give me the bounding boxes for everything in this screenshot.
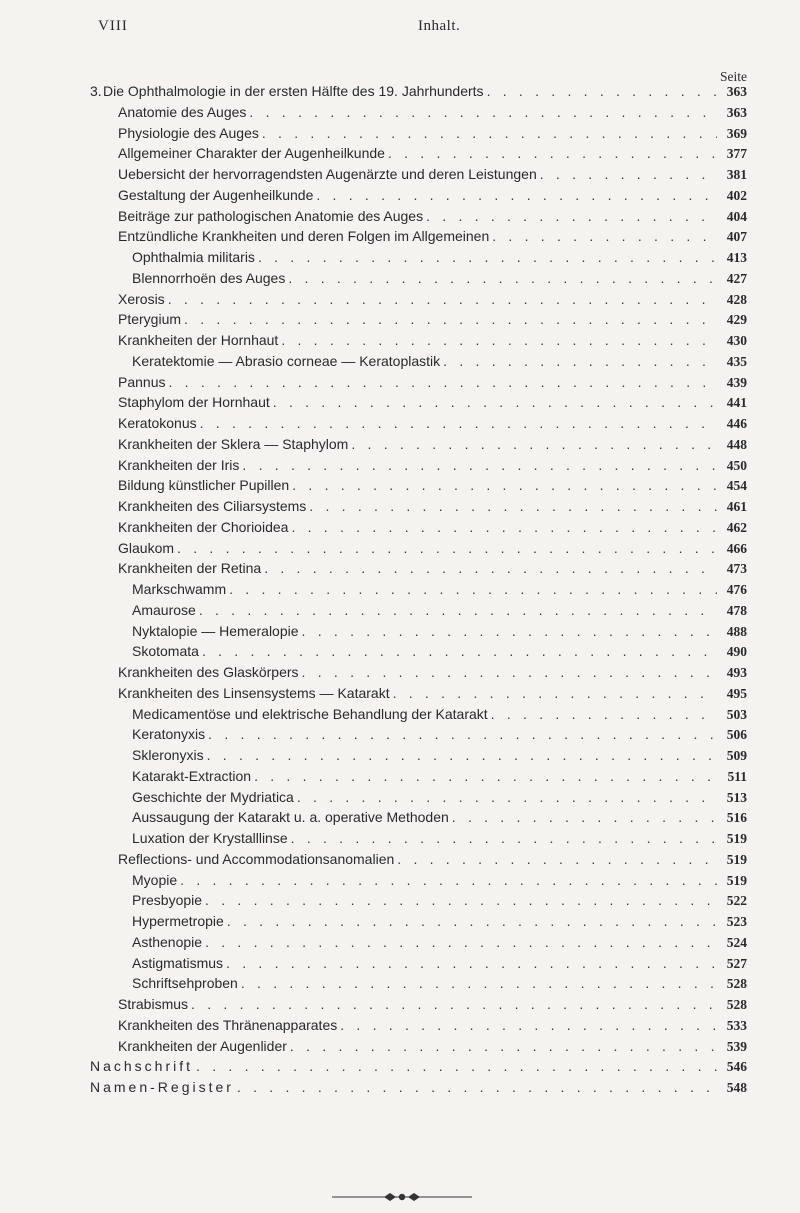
toc-entry-label: Ophthalmia militaris bbox=[132, 249, 255, 265]
toc-entry-line bbox=[118, 164, 747, 186]
toc-entry bbox=[0, 1036, 800, 1057]
toc-entry-label: Astigmatismus bbox=[132, 954, 224, 971]
toc-entry-line bbox=[132, 766, 747, 788]
toc-entry-page: 454 bbox=[726, 478, 747, 494]
toc-entry-page: 435 bbox=[726, 353, 747, 369]
toc-entry-page: 427 bbox=[726, 270, 747, 286]
toc-entry-page: 413 bbox=[726, 250, 747, 265]
dot-leader bbox=[205, 932, 717, 953]
dot-leader bbox=[492, 226, 717, 247]
toc-entry-line bbox=[132, 973, 747, 995]
dot-leader bbox=[491, 704, 717, 725]
toc-entry bbox=[0, 621, 800, 642]
toc-entry-line bbox=[118, 289, 747, 311]
dot-leader bbox=[226, 953, 717, 974]
toc-entry-label: Pannus bbox=[118, 373, 166, 390]
toc-entry bbox=[0, 745, 800, 766]
toc-entry-label: Keratektomie — Abrasio corneae — Keratoplastik bbox=[132, 352, 441, 369]
ornament-divider bbox=[332, 1190, 472, 1204]
toc-entry-line bbox=[132, 641, 747, 663]
toc-entry-line bbox=[132, 268, 747, 290]
toc-entry-page: 441 bbox=[726, 395, 747, 411]
dot-leader bbox=[540, 164, 717, 185]
toc-entry-page: 519 bbox=[726, 872, 747, 888]
dot-leader bbox=[196, 1056, 717, 1077]
toc-entry-label: Xerosis bbox=[118, 290, 165, 307]
toc-entry-line bbox=[132, 247, 747, 269]
toc-entry bbox=[0, 185, 800, 206]
toc-entry-page: 546 bbox=[726, 1059, 747, 1075]
toc-entry-label: Hypermetropie bbox=[132, 913, 224, 929]
toc-entry-page: 466 bbox=[726, 540, 747, 556]
dot-leader bbox=[452, 807, 717, 828]
toc-entry-line bbox=[118, 994, 747, 1016]
toc-entry-line bbox=[118, 849, 747, 871]
toc-entry-label: Skotomata bbox=[132, 643, 199, 660]
dot-leader bbox=[168, 289, 717, 310]
toc-entry-line bbox=[118, 538, 747, 560]
toc-entry bbox=[0, 247, 800, 268]
toc-entry-label: Die Ophthalmologie in der ersten Hälfte des 19. Jahrhunderts bbox=[103, 83, 484, 99]
toc-entry-line bbox=[118, 102, 747, 124]
toc-entry-label: Markschwamm bbox=[132, 581, 227, 597]
dot-leader bbox=[258, 247, 717, 268]
toc-entry bbox=[0, 704, 800, 725]
toc-entry-line bbox=[132, 351, 747, 373]
toc-entry bbox=[0, 641, 800, 662]
toc-entry-line bbox=[118, 392, 747, 414]
toc-entry-line bbox=[118, 1036, 747, 1058]
toc-entry-label: Krankheiten der Hornhaut bbox=[118, 332, 279, 348]
dot-leader bbox=[443, 351, 717, 372]
toc-entry-line bbox=[118, 662, 747, 684]
toc-entry-page: 476 bbox=[726, 582, 747, 597]
dot-leader bbox=[229, 579, 717, 600]
toc-entry-page: 381 bbox=[726, 167, 747, 182]
dot-leader bbox=[191, 994, 717, 1015]
dot-leader bbox=[205, 890, 717, 911]
toc-entry bbox=[0, 455, 800, 476]
toc-entry bbox=[0, 579, 800, 600]
toc-entry-page: 506 bbox=[726, 727, 747, 743]
dot-leader bbox=[297, 787, 717, 808]
toc-entry-line bbox=[118, 434, 747, 456]
toc-entry-label: Gestaltung der Augenheilkunde bbox=[118, 186, 314, 203]
toc-entry bbox=[0, 517, 800, 538]
toc-entry-page: 402 bbox=[726, 187, 747, 203]
toc-entry-line bbox=[118, 1015, 747, 1037]
toc-entry-page: 522 bbox=[726, 893, 747, 909]
toc-entry-line bbox=[118, 558, 747, 580]
toc-entry-page: 430 bbox=[726, 333, 747, 348]
toc-entry-label: Amaurose bbox=[132, 601, 196, 618]
toc-entry-label: Blennorrhoën des Auges bbox=[132, 269, 286, 286]
toc-entry-page: 519 bbox=[726, 851, 747, 867]
toc-entry-page: 363 bbox=[726, 104, 747, 120]
toc-entry-line bbox=[118, 475, 747, 497]
toc-entry-label: Glaukom bbox=[118, 539, 175, 556]
toc-entry-line bbox=[132, 890, 747, 912]
table-of-contents bbox=[0, 81, 800, 1098]
dot-leader bbox=[291, 517, 717, 538]
dot-leader bbox=[291, 828, 717, 849]
toc-entry-label: Keratokonus bbox=[118, 415, 197, 431]
dot-leader bbox=[254, 766, 717, 787]
dot-leader bbox=[237, 1077, 717, 1098]
toc-entry bbox=[0, 683, 800, 704]
toc-entry-line bbox=[132, 745, 747, 767]
toc-entry-line bbox=[103, 81, 747, 103]
toc-entry-page: 516 bbox=[726, 810, 747, 826]
toc-entry bbox=[0, 309, 800, 330]
toc-entry-line bbox=[118, 185, 747, 207]
toc-entry-page: 533 bbox=[726, 1017, 747, 1033]
toc-entry-label: Asthenopie bbox=[132, 933, 203, 950]
dot-leader bbox=[351, 434, 717, 455]
toc-entry-page: 539 bbox=[726, 1038, 747, 1054]
toc-entry-line bbox=[90, 1056, 747, 1078]
toc-entry-label: Presbyopie bbox=[132, 892, 203, 909]
toc-entry-page: 488 bbox=[726, 623, 747, 639]
toc-entry-page: 450 bbox=[726, 457, 747, 473]
toc-entry-line bbox=[132, 787, 747, 809]
toc-entry bbox=[0, 932, 800, 953]
toc-entry-label: Krankheiten der Sklera — Staphylom bbox=[118, 435, 349, 452]
toc-entry bbox=[0, 206, 800, 227]
dot-leader bbox=[426, 206, 717, 227]
toc-entry bbox=[0, 994, 800, 1015]
toc-entry-line bbox=[132, 953, 747, 975]
toc-entry bbox=[0, 268, 800, 289]
toc-entry bbox=[0, 973, 800, 994]
toc-entry-label: Krankheiten der Augenlider bbox=[118, 1037, 287, 1054]
toc-entry bbox=[0, 1015, 800, 1036]
toc-entry-line bbox=[90, 1077, 747, 1099]
toc-entry-number: 3. bbox=[90, 83, 102, 99]
toc-entry bbox=[0, 1077, 800, 1098]
toc-entry bbox=[0, 413, 800, 434]
toc-entry bbox=[0, 828, 800, 849]
toc-entry-label: Krankheiten des Glaskörpers bbox=[118, 664, 299, 680]
toc-entry-label: Schriftsehproben bbox=[132, 975, 238, 992]
dot-leader bbox=[200, 413, 717, 434]
toc-entry-line bbox=[118, 123, 747, 145]
toc-entry-label: Krankheiten der Retina bbox=[118, 560, 262, 577]
dot-leader bbox=[184, 309, 717, 330]
running-title: Inhalt. bbox=[418, 18, 461, 34]
dot-leader bbox=[281, 330, 717, 351]
toc-entry bbox=[0, 164, 800, 185]
toc-entry-line bbox=[118, 496, 747, 518]
toc-entry bbox=[0, 724, 800, 745]
toc-entry-line bbox=[118, 206, 747, 228]
toc-entry bbox=[0, 558, 800, 579]
toc-entry-page: 523 bbox=[726, 914, 747, 929]
toc-entry-label: Krankheiten der Chorioidea bbox=[118, 518, 289, 535]
toc-entry-label: Anatomie des Auges bbox=[118, 103, 247, 120]
dot-leader bbox=[316, 185, 717, 206]
dot-leader bbox=[199, 600, 717, 621]
toc-entry-page: 462 bbox=[726, 519, 747, 535]
dot-leader bbox=[393, 683, 717, 704]
toc-entry-line bbox=[118, 455, 747, 477]
dot-leader bbox=[241, 973, 717, 994]
toc-entry bbox=[0, 289, 800, 310]
toc-entry bbox=[0, 496, 800, 517]
toc-entry-page: 439 bbox=[726, 374, 747, 390]
toc-entry bbox=[0, 475, 800, 496]
toc-entry-label: Luxation der Krystalllinse bbox=[132, 830, 288, 846]
toc-entry-page: 495 bbox=[726, 685, 747, 701]
dot-leader bbox=[292, 475, 717, 496]
toc-entry-page: 446 bbox=[726, 416, 747, 431]
toc-entry bbox=[0, 766, 800, 787]
toc-entry-line bbox=[118, 226, 747, 248]
dot-leader bbox=[208, 724, 717, 745]
toc-entry-page: 428 bbox=[726, 291, 747, 307]
toc-entry-page: 528 bbox=[726, 976, 747, 992]
dot-leader bbox=[242, 455, 717, 476]
toc-entry-label: Reflections- und Accommodationsanomalien bbox=[118, 850, 395, 867]
dot-leader bbox=[388, 143, 717, 164]
seite-column-label: Seite bbox=[720, 69, 747, 84]
toc-entry bbox=[0, 911, 800, 932]
toc-entry-label: Strabismus bbox=[118, 996, 189, 1012]
toc-entry bbox=[0, 351, 800, 372]
toc-entry-page: 407 bbox=[726, 229, 747, 245]
toc-entry bbox=[0, 870, 800, 891]
toc-entry bbox=[0, 1056, 800, 1077]
toc-entry-label: Medicamentöse und elektrische Behandlung der Katarakt bbox=[132, 705, 488, 722]
toc-entry-page: 513 bbox=[726, 789, 747, 805]
dot-leader bbox=[309, 496, 717, 517]
toc-entry-line bbox=[132, 600, 747, 622]
toc-entry-label: Katarakt-Extraction bbox=[132, 767, 252, 784]
toc-entry-label: Krankheiten der Iris bbox=[118, 456, 240, 473]
toc-entry-label: Keratonyxis bbox=[132, 726, 206, 743]
toc-entry-label: Aussaugung der Katarakt u. a. operative Methoden bbox=[132, 809, 449, 826]
toc-entry bbox=[0, 372, 800, 393]
toc-entry-label: Krankheiten des Thränenapparates bbox=[118, 1016, 338, 1033]
toc-entry-line bbox=[118, 517, 747, 539]
dot-leader bbox=[397, 849, 717, 870]
toc-entry-page: 519 bbox=[726, 831, 747, 846]
toc-entry-line bbox=[132, 911, 747, 933]
dot-leader bbox=[264, 558, 717, 579]
toc-entry-label: Skleronyxis bbox=[132, 747, 204, 763]
toc-entry-line bbox=[118, 413, 747, 435]
dot-leader bbox=[177, 538, 717, 559]
toc-entry-page: 369 bbox=[726, 125, 747, 141]
toc-entry-line bbox=[132, 828, 747, 850]
dot-leader bbox=[273, 392, 717, 413]
dot-leader bbox=[180, 870, 717, 891]
toc-entry bbox=[0, 330, 800, 351]
toc-entry-label: Physiologie des Auges bbox=[118, 124, 259, 141]
toc-entry-line bbox=[132, 932, 747, 954]
toc-entry bbox=[0, 600, 800, 621]
toc-entry-page: 377 bbox=[726, 146, 747, 162]
toc-entry-label: Geschichte der Mydriatica bbox=[132, 788, 294, 805]
toc-entry-label: Entzündliche Krankheiten und deren Folgen im Allgemeinen bbox=[118, 228, 490, 245]
toc-entry-label: Nachschrift bbox=[90, 1058, 194, 1075]
toc-entry bbox=[0, 226, 800, 247]
toc-entry-page: 461 bbox=[726, 499, 747, 514]
toc-entry-page: 448 bbox=[726, 436, 747, 452]
dot-leader bbox=[487, 81, 717, 102]
dot-leader bbox=[302, 621, 717, 642]
toc-entry-page: 493 bbox=[726, 665, 747, 680]
toc-entry bbox=[0, 538, 800, 559]
toc-entry-label: Namen-Register bbox=[90, 1079, 234, 1095]
dot-leader bbox=[168, 372, 717, 393]
page-header bbox=[0, 18, 800, 42]
toc-entry bbox=[0, 662, 800, 683]
toc-entry bbox=[0, 787, 800, 808]
toc-entry bbox=[0, 123, 800, 144]
dot-leader bbox=[340, 1015, 717, 1036]
toc-entry-label: Krankheiten des Ciliarsystems bbox=[118, 498, 307, 514]
toc-entry bbox=[0, 807, 800, 828]
toc-entry-line bbox=[132, 704, 747, 726]
toc-entry-page: 511 bbox=[727, 768, 747, 784]
toc-entry-label: Beiträge zur pathologischen Anatomie des Auges bbox=[118, 207, 424, 224]
toc-entry bbox=[0, 81, 800, 102]
toc-entry-page: 404 bbox=[726, 208, 747, 224]
dot-leader bbox=[202, 641, 717, 662]
toc-entry-label: Allgemeiner Charakter der Augenheilkunde bbox=[118, 145, 385, 162]
toc-entry-label: Staphylom der Hornhaut bbox=[118, 394, 270, 411]
toc-entry bbox=[0, 102, 800, 123]
toc-entry-label: Myopie bbox=[132, 871, 178, 888]
toc-entry-line bbox=[132, 579, 747, 601]
toc-entry-line bbox=[118, 330, 747, 352]
toc-entry-line bbox=[118, 309, 747, 331]
toc-entry bbox=[0, 890, 800, 911]
toc-entry-page: 363 bbox=[726, 84, 747, 99]
toc-entry-label: Pterygium bbox=[118, 311, 182, 328]
dot-leader bbox=[227, 911, 717, 932]
toc-entry-page: 473 bbox=[726, 561, 747, 577]
dot-leader bbox=[249, 102, 717, 123]
toc-entry-page: 503 bbox=[726, 706, 747, 722]
dot-leader bbox=[207, 745, 717, 766]
toc-entry-label: Uebersicht der hervorragendsten Augenärzte und deren Leistungen bbox=[118, 166, 537, 182]
toc-entry bbox=[0, 953, 800, 974]
toc-entry-line bbox=[118, 143, 747, 165]
toc-entry bbox=[0, 434, 800, 455]
toc-entry-page: 524 bbox=[726, 934, 747, 950]
page-number: VIII bbox=[98, 18, 128, 34]
toc-entry-page: 478 bbox=[726, 602, 747, 618]
toc-entry-page: 528 bbox=[726, 997, 747, 1012]
toc-entry-line bbox=[132, 621, 747, 643]
toc-entry-page: 527 bbox=[726, 955, 747, 971]
toc-entry bbox=[0, 849, 800, 870]
toc-entry-label: Nyktalopie — Hemeralopie bbox=[132, 622, 299, 639]
dot-leader bbox=[302, 662, 717, 683]
dot-leader bbox=[290, 1036, 717, 1057]
toc-entry-label: Bildung künstlicher Pupillen bbox=[118, 477, 290, 494]
toc-entry-line bbox=[132, 807, 747, 829]
toc-entry-line bbox=[118, 372, 747, 394]
toc-entry-page: 509 bbox=[726, 748, 747, 763]
toc-entry-label: Krankheiten des Linsensystems — Katarakt bbox=[118, 684, 390, 701]
dot-leader bbox=[262, 123, 717, 144]
toc-entry-page: 429 bbox=[726, 312, 747, 328]
toc-entry bbox=[0, 392, 800, 413]
toc-entry-line bbox=[132, 870, 747, 892]
toc-entry-line bbox=[118, 683, 747, 705]
toc-entry-line bbox=[132, 724, 747, 746]
dot-leader bbox=[288, 268, 717, 289]
toc-entry-page: 548 bbox=[726, 1080, 747, 1095]
toc-entry bbox=[0, 143, 800, 164]
toc-entry-page: 490 bbox=[726, 644, 747, 660]
